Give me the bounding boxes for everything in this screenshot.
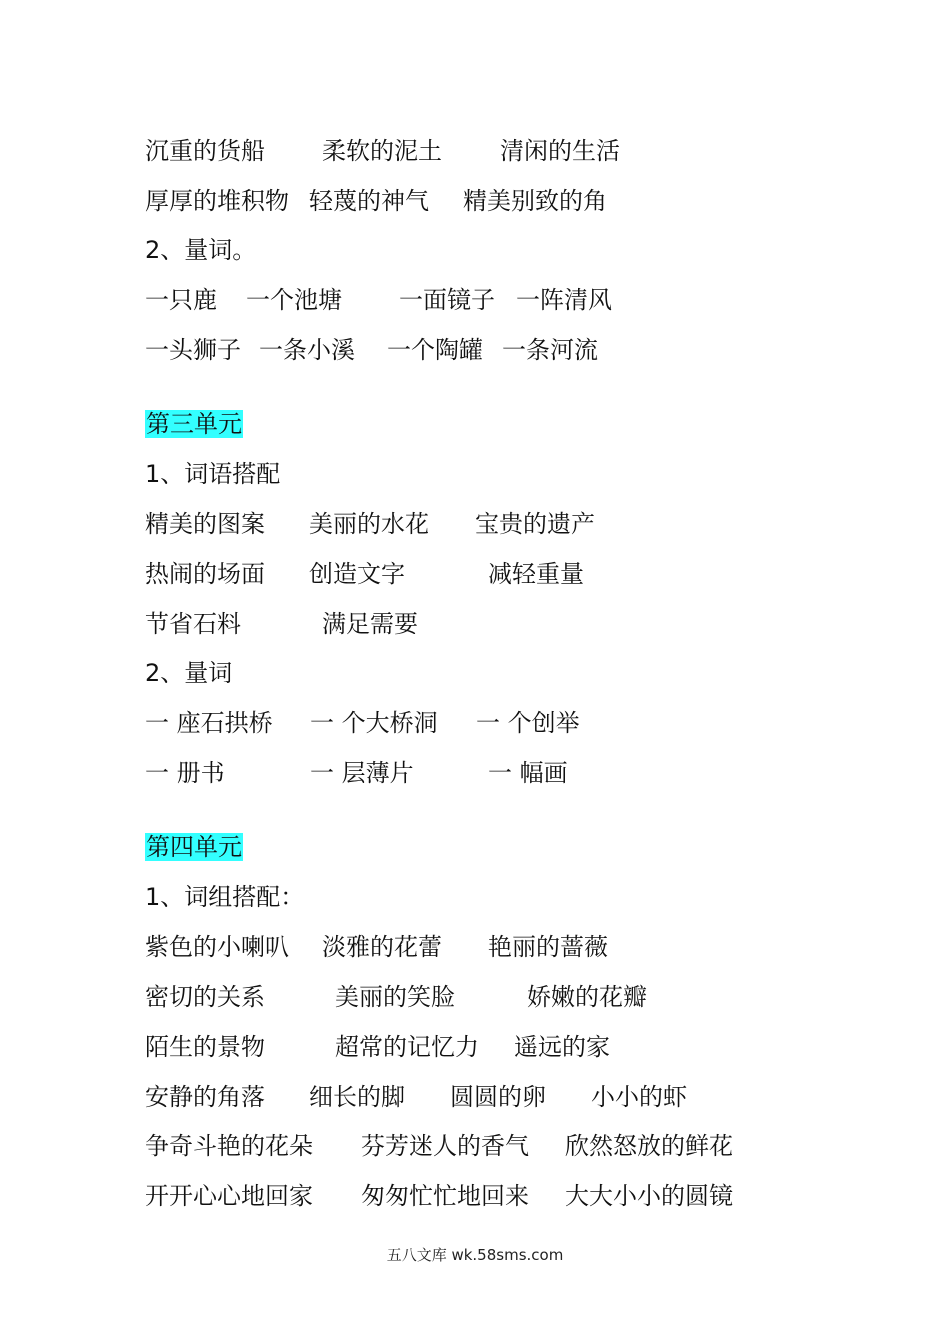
word-item: 一 座石拱桥 [145, 709, 273, 737]
unit4-title-line [145, 829, 243, 865]
unit4-title: 第四单元 [146, 833, 242, 861]
word-item: 美丽的笑脸 [335, 983, 455, 1011]
word-item: 争奇斗艳的花朵 [145, 1132, 313, 1160]
word-item: 欣然怒放的鲜花 [565, 1132, 733, 1160]
word-item: 清闲的生活 [500, 137, 620, 165]
word-item: 柔软的泥土 [322, 137, 442, 165]
word-item: 开开心心地回家 [145, 1182, 313, 1210]
word-item: 一条小溪 [259, 336, 355, 364]
word-item: 一面镜子 [399, 286, 495, 314]
word-item: 淡雅的花蕾 [322, 933, 442, 961]
word-item: 陌生的景物 [145, 1033, 265, 1061]
word-item: 娇嫩的花瓣 [527, 983, 647, 1011]
word-item: 创造文字 [309, 560, 405, 588]
unit3-measure-heading: 2、量词 [145, 659, 233, 687]
word-item: 满足需要 [322, 610, 418, 638]
unit3-collocation-heading: 1、词语搭配 [145, 460, 281, 488]
word-item: 节省石料 [145, 610, 241, 638]
word-item: 厚厚的堆积物 [145, 187, 289, 215]
word-item: 一 幅画 [488, 759, 568, 787]
word-item: 一 个创举 [476, 709, 580, 737]
word-item: 芬芳迷人的香气 [361, 1132, 529, 1160]
word-item: 细长的脚 [309, 1083, 405, 1111]
word-item: 热闹的场面 [145, 560, 265, 588]
word-item: 一个陶罐 [387, 336, 483, 364]
unit2-measure-heading: 2、量词。 [145, 236, 257, 264]
unit3-title-line [145, 406, 243, 442]
word-item: 一 个大桥洞 [310, 709, 438, 737]
word-item: 大大小小的圆镜 [565, 1182, 733, 1210]
footer-watermark: 五八文库 wk.58sms.com [386, 1246, 564, 1264]
word-item: 一只鹿 [145, 286, 217, 314]
unit3-title: 第三单元 [146, 410, 242, 438]
word-item: 宝贵的遗产 [475, 510, 595, 538]
word-item: 一 册书 [145, 759, 225, 787]
word-item: 紫色的小喇叭 [145, 933, 289, 961]
word-item: 美丽的水花 [309, 510, 429, 538]
word-item: 一阵清风 [516, 286, 612, 314]
word-item: 轻蔑的神气 [309, 187, 429, 215]
word-item: 密切的关系 [145, 983, 265, 1011]
word-item: 减轻重量 [488, 560, 584, 588]
word-item: 精美别致的角 [463, 187, 607, 215]
word-item: 安静的角落 [145, 1083, 265, 1111]
word-item: 一条河流 [502, 336, 598, 364]
word-item: 圆圆的卵 [450, 1083, 546, 1111]
word-item: 沉重的货船 [145, 137, 265, 165]
word-item: 一头狮子 [145, 336, 241, 364]
word-item: 遥远的家 [514, 1033, 610, 1061]
word-item: 精美的图案 [145, 510, 265, 538]
unit4-collocation-heading: 1、词组搭配： [145, 883, 305, 911]
word-item: 超常的记忆力 [335, 1033, 479, 1061]
word-item: 艳丽的蔷薇 [488, 933, 608, 961]
word-item: 一 层薄片 [310, 759, 414, 787]
word-item: 小小的虾 [591, 1083, 687, 1111]
word-item: 匆匆忙忙地回来 [361, 1182, 529, 1210]
word-item: 一个池塘 [246, 286, 342, 314]
